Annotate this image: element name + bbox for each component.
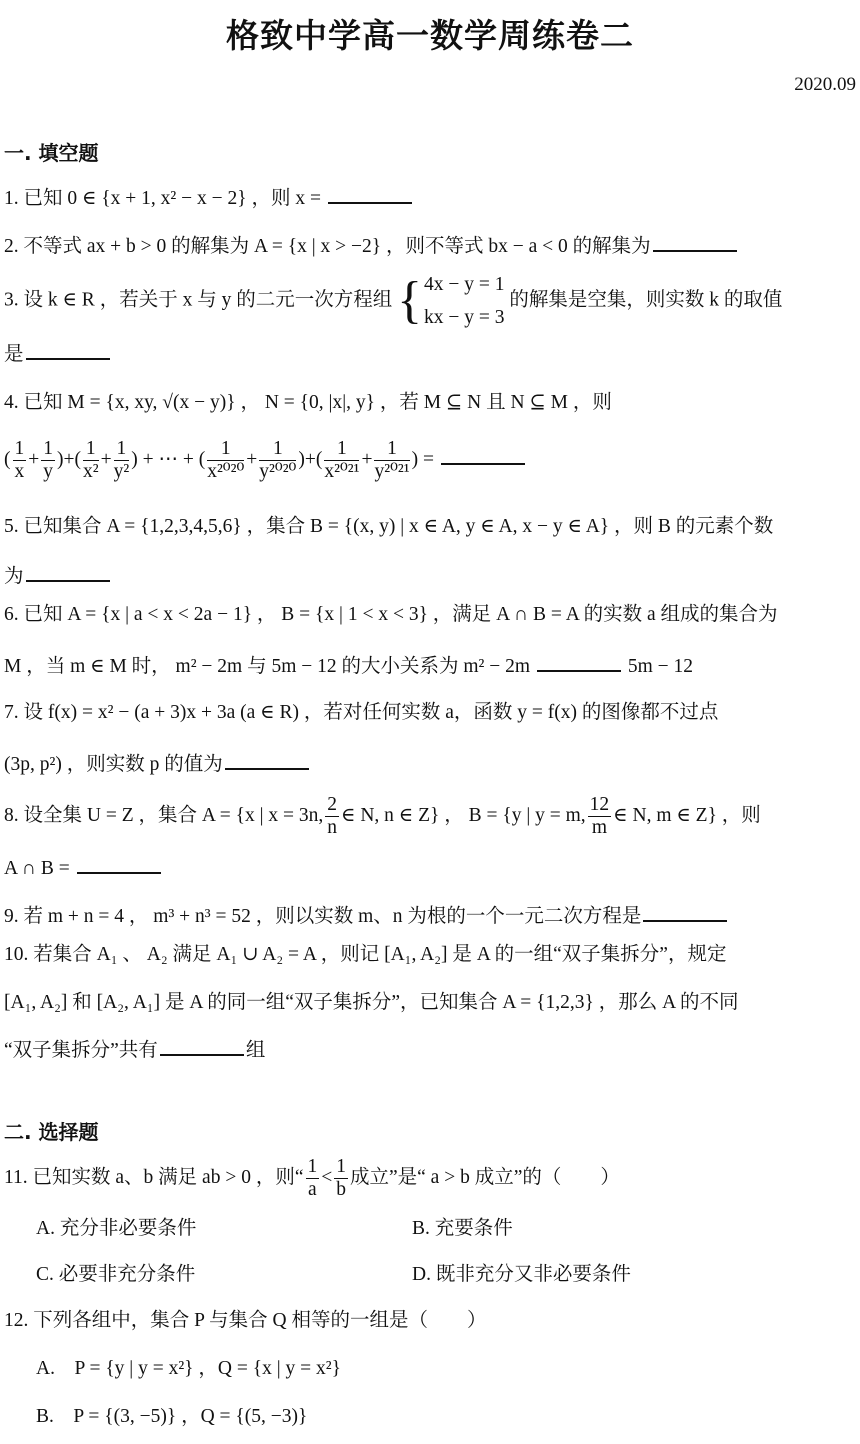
fraction: $\frac{12}{m}$ [589,794,610,838]
option-b[interactable]: B. P = {(3, −5)} ，Q = {(5, −3)} [36,1406,308,1427]
question-10-text-cont: [A₁, A₂] 和 [A₂, A₁] 是 A 的同一组“双子集拆分”，已知集合 A = {1,2,3} ，那么 A 的不同 [4,992,739,1013]
fraction: $\frac{1}{\text{x²⁰²¹}}$ [324,438,360,482]
question-7 [4,700,718,726]
question-6-text-cont: M ，当 m ∈ M 时， m² − 2m 与 5m − 12 的大小关系为 m² − 2m [4,656,531,677]
question-8-text: 8. 设全集 U = Z ，集合 A = {x | x = 3n, [4,804,324,826]
paper-date: 2020.09 [794,74,856,95]
question-5-tail [4,562,112,590]
question-5 [4,514,773,540]
question-8-text-end: A ∩ B = [4,858,75,879]
question-3-text: 3. 设 k ∈ R ，若关于 x 与 y 的二元一次方程组 [4,289,393,311]
option-a[interactable]: A. 充分非必要条件 [36,1218,197,1239]
answer-blank [328,184,412,204]
equation-2: kx − y = 3 [424,307,505,328]
fraction: $\frac{1}{x}$ [14,438,25,482]
answer-blank [160,1036,244,1056]
fraction: $\frac{1}{\text{y²⁰²¹}}$ [374,438,410,482]
question-9-text: 9. 若 m + n = 4 ， m³ + n³ = 52 ，则以实数 m、n 为根的一个一元二次方程是 [4,906,642,927]
equals: ) = [411,448,439,470]
question-3 [4,268,782,334]
fraction: $\frac{2}{n}$ [327,794,338,838]
paper-title: 格致中学高一数学周练卷二 [226,16,634,55]
fraction: $\frac{1}{b}$ [336,1156,346,1200]
question-2-text: 2. 不等式 ax + b > 0 的解集为 A = {x | x > −2} ，则不等式 bx − a < 0 的解集为 [4,236,651,257]
answer-blank [26,562,110,582]
question-8-tail [4,854,163,882]
question-6 [4,602,777,628]
option-a[interactable]: A. P = {y | y = x²} ，Q = {x | y = x²} [36,1358,341,1379]
question-3-text-cont: 的解集是空集，则实数 k 的取值 [509,289,783,311]
equation-1: 4x − y = 1 [424,274,505,295]
fraction: $\frac{1}{\text{y²}}$ [113,438,130,482]
question-9 [4,902,729,930]
answer-blank [26,340,110,360]
option-b[interactable]: B. 充要条件 [412,1218,513,1239]
question-8-text-cont2: ∈ N, m ∈ Z} ，则 [613,804,761,826]
question-6-text-end: 5m − 12 [627,656,693,677]
question-5-text-end: 为 [4,566,24,587]
answer-blank [441,445,525,465]
question-12 [4,1308,486,1334]
less-than: < [321,1166,333,1188]
question-7-text-end: (3p, p²) ，则实数 p 的值为 [4,754,223,775]
question-8-text-cont: ∈ N, n ∈ Z} ， B = {y | y = m, [341,804,586,826]
ellipsis: ) + ⋯ + ( [131,448,206,470]
fraction: $\frac{1}{\text{x²}}$ [83,438,99,482]
fraction: $\frac{1}{a}$ [307,1156,318,1200]
question-5-text: 5. 已知集合 A = {1,2,3,4,5,6} ，集合 B = {(x, y) | x ∈ A, y ∈ A, x − y ∈ A} ，则 B 的元素个数 [4,516,774,537]
question-1-text: 1. 已知 0 ∈ {x + 1, x² − x − 2} ，则 x = [4,188,326,209]
question-10-text-end: 组 [245,1040,266,1061]
system-brace: { [397,272,423,329]
answer-blank [77,854,161,874]
question-3-text-end: 是 [4,344,24,365]
question-10-text: 10. 若集合 A₁ 、 A₂ 满足 A₁ ∪ A₂ = A ，则记 [A₁, A₂] 是 A 的一组“双子集拆分”，规定 [4,944,727,965]
question-6-tail [4,652,693,680]
option-c[interactable]: C. 必要非充分条件 [36,1264,196,1285]
answer-blank [643,902,727,922]
question-10-cont [4,990,739,1016]
question-6-text: 6. 已知 A = {x | a < x < 2a − 1} ， B = {x | 1 < x < 3} ，满足 A ∩ B = A 的实数 a 组成的集合为 [4,604,778,625]
question-11-text: 11. 已知实数 a、b 满足 ab > 0 ，则“ [4,1166,304,1188]
question-2 [4,232,739,260]
fraction: $\frac{1}{\text{y²⁰²⁰}}$ [259,438,297,482]
question-11-text-end: 成立”是“ a > b 成立”的（ ） [350,1166,620,1188]
question-10 [4,942,726,968]
question-4 [4,390,612,416]
question-10-text-cont2: “双子集拆分”共有 [4,1040,158,1061]
question-7-text: 7. 设 f(x) = x² − (a + 3)x + 3a (a ∈ R) ，若对任何实数 a，函数 y = f(x) 的图像都不过点 [4,702,719,723]
fraction: $\frac{1}{\text{x²⁰²⁰}}$ [207,438,245,482]
question-12-text: 12. 下列各组中，集合 P 与集合 Q 相等的一组是（ ） [4,1310,487,1331]
question-8 [4,794,761,839]
question-4-text: 4. 已知 M = {x, xy, √(x − y)} ， N = {0, |x|, y} ，若 M ⊆ N 且 N ⊆ M ，则 [4,392,612,413]
question-4-sum: ( $\frac{1}{x}$ + $\frac{1}{y}$ )+( $\frac{1}{\text{x²}}$ + $\frac{1}{\text{y²}}$ ) + ⋯ + ( $\frac{1}{\text{x²⁰²⁰}}$ + $\frac{1}{\text{y²⁰²⁰}}$ )+( $\frac{1}{\text{x²⁰²¹}}$ + $\frac{1}{\text{y²⁰²¹}}$ ) = [4,438,527,483]
equation-system [424,268,505,334]
section-multiple-choice: 二. 选择题 [4,1120,99,1144]
fraction: $\frac{1}{y}$ [43,438,53,482]
question-7-tail [4,750,311,778]
answer-blank [225,750,309,770]
option-d[interactable]: D. 既非充分又非必要条件 [412,1264,631,1285]
question-11 [4,1156,620,1201]
section-fill-in: 一. 填空题 [4,141,99,165]
question-1 [4,184,414,212]
answer-blank [653,232,737,252]
answer-blank [537,652,621,672]
question-10-tail [4,1036,265,1064]
question-3-tail [4,340,112,368]
